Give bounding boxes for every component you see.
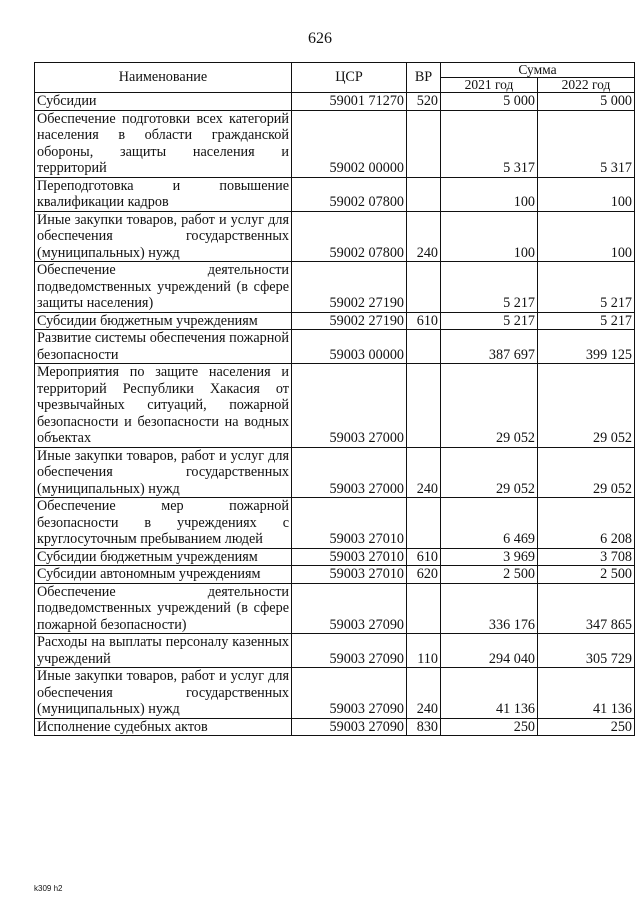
cell-2022: 399 125 [538,330,635,364]
header-year-2021: 2021 год [441,78,538,93]
cell-2021: 387 697 [441,330,538,364]
cell-vr: 240 [407,668,441,719]
cell-csr: 59003 27090 [292,718,407,736]
cell-vr [407,364,441,448]
table-row [35,93,635,111]
cell-2022: 5 217 [538,312,635,330]
cell-csr: 59003 27090 [292,634,407,668]
cell-2021: 3 969 [441,548,538,566]
cell-csr: 59003 27010 [292,548,407,566]
cell-name: Обеспечение деятельности подведомственных учреждений (в сфере пожарной безопасности) [35,583,292,634]
cell-2021: 250 [441,718,538,736]
cell-name: Переподготовка и повышение квалификации кадров [35,177,292,211]
cell-2021: 294 040 [441,634,538,668]
cell-csr: 59003 27010 [292,566,407,584]
cell-name: Мероприятия по защите населения и территорий Республики Хакасия от чрезвычайных ситуаций, пожарной безопасности и безопасности на водных объектах [35,364,292,448]
cell-name: Развитие системы обеспечения пожарной безопасности [35,330,292,364]
cell-csr: 59002 00000 [292,110,407,177]
cell-2021: 29 052 [441,364,538,448]
cell-2022: 29 052 [538,447,635,498]
header-name: Наименование [35,63,292,93]
cell-name: Субсидии бюджетным учреждениям [35,312,292,330]
cell-csr: 59002 27190 [292,262,407,313]
table-row [35,312,635,330]
cell-name: Иные закупки товаров, работ и услуг для обеспечения государственных (муниципальных) нужд [35,211,292,262]
cell-2022: 305 729 [538,634,635,668]
cell-name: Исполнение судебных актов [35,718,292,736]
table-row [35,177,635,211]
cell-2021: 41 136 [441,668,538,719]
cell-csr: 59003 00000 [292,330,407,364]
cell-name: Иные закупки товаров, работ и услуг для обеспечения государственных (муниципальных) нужд [35,447,292,498]
cell-2022: 100 [538,211,635,262]
cell-name: Обеспечение подготовки всех категорий населения в области гражданской обороны, защиты населения и территорий [35,110,292,177]
cell-2021: 5 000 [441,93,538,111]
cell-vr: 620 [407,566,441,584]
cell-2022: 6 208 [538,498,635,549]
cell-vr: 240 [407,211,441,262]
page-number: 626 [308,30,332,47]
table-row [35,548,635,566]
cell-vr: 610 [407,312,441,330]
cell-vr: 110 [407,634,441,668]
cell-vr [407,262,441,313]
cell-2021: 100 [441,177,538,211]
cell-name: Субсидии автономным учреждениям [35,566,292,584]
table-row [35,110,635,177]
cell-vr: 240 [407,447,441,498]
table-row [35,262,635,313]
cell-2022: 5 000 [538,93,635,111]
cell-vr: 830 [407,718,441,736]
table-row [35,668,635,719]
cell-csr: 59003 27090 [292,668,407,719]
cell-vr [407,583,441,634]
header-sum: Сумма [441,63,635,78]
cell-2022: 347 865 [538,583,635,634]
cell-csr: 59003 27000 [292,447,407,498]
cell-csr: 59001 71270 [292,93,407,111]
header-vr: ВР [407,63,441,93]
cell-2022: 29 052 [538,364,635,448]
budget-table [34,62,635,736]
table-row [35,498,635,549]
cell-2022: 100 [538,177,635,211]
cell-2021: 100 [441,211,538,262]
cell-csr: 59002 07800 [292,211,407,262]
cell-2021: 336 176 [441,583,538,634]
cell-2021: 29 052 [441,447,538,498]
cell-2022: 41 136 [538,668,635,719]
table-row [35,718,635,736]
cell-2022: 2 500 [538,566,635,584]
header-csr: ЦСР [292,63,407,93]
cell-vr [407,330,441,364]
cell-2022: 3 708 [538,548,635,566]
cell-vr [407,498,441,549]
cell-name: Субсидии [35,93,292,111]
cell-vr: 610 [407,548,441,566]
cell-csr: 59003 27010 [292,498,407,549]
cell-2022: 5 317 [538,110,635,177]
cell-2021: 6 469 [441,498,538,549]
cell-2021: 5 317 [441,110,538,177]
cell-name: Субсидии бюджетным учреждениям [35,548,292,566]
cell-name: Расходы на выплаты персоналу казенных учреждений [35,634,292,668]
cell-2021: 5 217 [441,312,538,330]
cell-2021: 2 500 [441,566,538,584]
table-row [35,447,635,498]
cell-name: Обеспечение мер пожарной безопасности в учреждениях с круглосуточным пребыванием людей [35,498,292,549]
table-row [35,364,635,448]
cell-vr: 520 [407,93,441,111]
cell-name: Иные закупки товаров, работ и услуг для обеспечения государственных (муниципальных) нужд [35,668,292,719]
cell-name: Обеспечение деятельности подведомственных учреждений (в сфере защиты населения) [35,262,292,313]
header-year-2022: 2022 год [538,78,635,93]
table-header [35,63,635,93]
cell-2022: 250 [538,718,635,736]
cell-2021: 5 217 [441,262,538,313]
cell-vr [407,177,441,211]
table-row [35,566,635,584]
cell-csr: 59003 27000 [292,364,407,448]
table-row [35,211,635,262]
table-row [35,330,635,364]
cell-csr: 59002 27190 [292,312,407,330]
table-row [35,634,635,668]
table-body [35,93,635,736]
cell-2022: 5 217 [538,262,635,313]
table-row [35,583,635,634]
cell-csr: 59002 07800 [292,177,407,211]
cell-vr [407,110,441,177]
cell-csr: 59003 27090 [292,583,407,634]
footer-code: k309 h2 [34,884,63,893]
